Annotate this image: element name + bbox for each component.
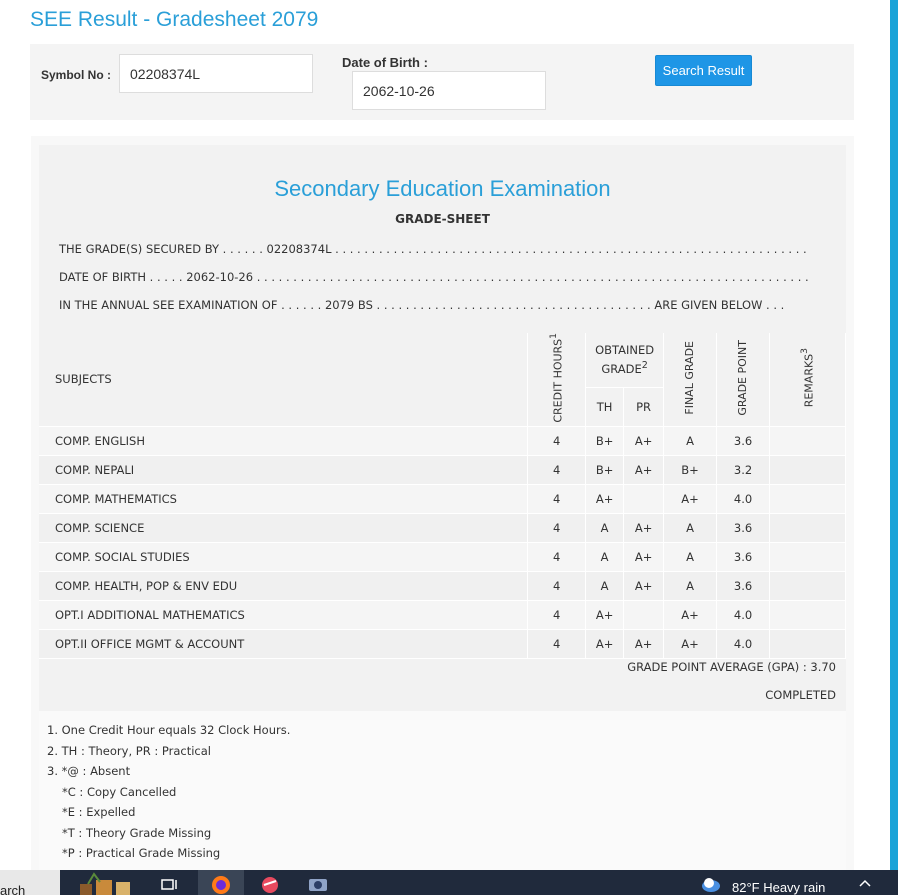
dob-line: DATE OF BIRTH . . . . . 2062-10-26 . . . . . . . . . . . . . . . . . . . . . . . . . . . . . . . . . . . . . . . . . . . . . . . . . . . . . . . . . . . . . . . . . . . . . . . . . . . . bbox=[59, 270, 809, 284]
final-grade-cell: A+ bbox=[664, 484, 717, 513]
taskbar bbox=[0, 870, 898, 895]
subject-cell: OPT.I ADDITIONAL MATHEMATICS bbox=[39, 600, 528, 629]
note-practical-missing: *P : Practical Grade Missing bbox=[62, 846, 221, 860]
table-row bbox=[39, 513, 846, 542]
camera-icon[interactable] bbox=[298, 870, 338, 895]
remarks-cell bbox=[770, 484, 846, 513]
pr-cell: A+ bbox=[624, 426, 664, 455]
grade-point-cell: 3.6 bbox=[717, 571, 770, 600]
exam-line: IN THE ANNUAL SEE EXAMINATION OF . . . . . . 2079 BS . . . . . . . . . . . . . . . . . . . . . . . . . . . . . . . . . . . . . . ARE GIVEN BELOW . . . bbox=[59, 298, 785, 312]
gradesheet-title: GRADE-SHEET bbox=[395, 212, 490, 226]
note-3: 3. *@ : Absent bbox=[47, 764, 131, 778]
pr-cell: A+ bbox=[624, 571, 664, 600]
search-panel bbox=[30, 44, 854, 120]
remarks-cell bbox=[770, 513, 846, 542]
table-row bbox=[39, 629, 846, 658]
note-1: 1. One Credit Hour equals 32 Clock Hours. bbox=[47, 723, 291, 737]
status-text: COMPLETED bbox=[765, 688, 836, 702]
col-obtained-grade: OBTAINED GRADE$^2$ bbox=[586, 333, 664, 387]
subject-cell: OPT.II OFFICE MGMT & ACCOUNT bbox=[39, 629, 528, 658]
remarks-cell bbox=[770, 571, 846, 600]
table-row bbox=[39, 426, 846, 455]
table-row bbox=[39, 600, 846, 629]
col-final-grade: FINAL GRADE bbox=[664, 333, 717, 426]
subject-cell: COMP. MATHEMATICS bbox=[39, 484, 528, 513]
remarks-cell bbox=[770, 426, 846, 455]
subject-cell: COMP. NEPALI bbox=[39, 455, 528, 484]
credit-cell: 4 bbox=[528, 513, 586, 542]
exam-title: Secondary Education Examination bbox=[274, 176, 611, 201]
final-grade-cell: A bbox=[664, 426, 717, 455]
th-cell: A+ bbox=[586, 600, 624, 629]
search-result-button[interactable]: Search Result bbox=[655, 55, 752, 86]
weather-text[interactable]: 82°F Heavy rain bbox=[732, 880, 826, 895]
col-remarks: REMARKS$^3$ bbox=[770, 333, 846, 426]
grade-point-cell: 3.6 bbox=[717, 542, 770, 571]
gradesheet bbox=[39, 145, 846, 875]
remarks-cell bbox=[770, 600, 846, 629]
credit-cell: 4 bbox=[528, 600, 586, 629]
col-th: TH bbox=[586, 387, 624, 426]
search-highlight-icon[interactable] bbox=[68, 870, 144, 895]
window-edge-strip bbox=[890, 0, 898, 870]
pr-cell: A+ bbox=[624, 542, 664, 571]
th-cell: A bbox=[586, 542, 624, 571]
table-row bbox=[39, 542, 846, 571]
credit-cell: 4 bbox=[528, 542, 586, 571]
subject-cell: COMP. ENGLISH bbox=[39, 426, 528, 455]
firefox-icon[interactable] bbox=[198, 870, 244, 895]
table-row bbox=[39, 571, 846, 600]
th-cell: A bbox=[586, 571, 624, 600]
grade-point-cell: 3.6 bbox=[717, 513, 770, 542]
th-cell: A+ bbox=[586, 484, 624, 513]
grade-point-cell: 4.0 bbox=[717, 629, 770, 658]
footnotes bbox=[47, 720, 290, 864]
th-cell: B+ bbox=[586, 426, 624, 455]
subject-cell: COMP. HEALTH, POP & ENV EDU bbox=[39, 571, 528, 600]
grade-point-cell: 4.0 bbox=[717, 484, 770, 513]
credit-cell: 4 bbox=[528, 571, 586, 600]
pr-cell: A+ bbox=[624, 513, 664, 542]
th-cell: A+ bbox=[586, 629, 624, 658]
grade-point-cell: 3.6 bbox=[717, 426, 770, 455]
credit-cell: 4 bbox=[528, 426, 586, 455]
final-grade-cell: A bbox=[664, 542, 717, 571]
pr-cell: A+ bbox=[624, 455, 664, 484]
taskbar-search[interactable] bbox=[0, 870, 60, 895]
symbol-input[interactable] bbox=[119, 54, 313, 93]
subject-cell: COMP. SCIENCE bbox=[39, 513, 528, 542]
snipping-tool-icon[interactable] bbox=[250, 870, 290, 895]
note-theory-missing: *T : Theory Grade Missing bbox=[62, 825, 212, 840]
note-expelled: *E : Expelled bbox=[62, 805, 136, 819]
pr-cell bbox=[624, 484, 664, 513]
cloud-rain-icon bbox=[696, 870, 726, 895]
secured-by-line: THE GRADE(S) SECURED BY . . . . . . 02208374L . . . . . . . . . . . . . . . . . . . . . . . . . . . . . . . . . . . . . . . . . . . . . . . . . . . . . . . . . . . . . . . . . bbox=[59, 242, 807, 256]
remarks-cell bbox=[770, 455, 846, 484]
chevron-up-icon[interactable] bbox=[850, 870, 880, 895]
final-grade-cell: A+ bbox=[664, 600, 717, 629]
pr-cell bbox=[624, 600, 664, 629]
col-pr: PR bbox=[624, 387, 664, 426]
note-copy-cancelled: *C : Copy Cancelled bbox=[62, 784, 177, 799]
dob-label: Date of Birth : bbox=[342, 55, 428, 70]
subject-cell: COMP. SOCIAL STUDIES bbox=[39, 542, 528, 571]
remarks-cell bbox=[770, 629, 846, 658]
taskbar-search-text: arch bbox=[0, 883, 26, 895]
th-cell: B+ bbox=[586, 455, 624, 484]
final-grade-cell: A bbox=[664, 571, 717, 600]
grade-point-cell: 3.2 bbox=[717, 455, 770, 484]
grade-point-cell: 4.0 bbox=[717, 600, 770, 629]
final-grade-cell: A+ bbox=[664, 629, 717, 658]
symbol-label: Symbol No : bbox=[41, 68, 112, 82]
credit-cell: 4 bbox=[528, 455, 586, 484]
credit-cell: 4 bbox=[528, 629, 586, 658]
credit-cell: 4 bbox=[528, 484, 586, 513]
col-credit-hours: CREDIT HOURS$^1$ bbox=[528, 333, 586, 426]
remarks-cell bbox=[770, 542, 846, 571]
grades-table bbox=[39, 333, 846, 659]
gpa-text: GRADE POINT AVERAGE (GPA) : 3.70 bbox=[627, 660, 836, 674]
task-view-icon[interactable] bbox=[150, 870, 190, 895]
final-grade-cell: A bbox=[664, 513, 717, 542]
pr-cell: A+ bbox=[624, 629, 664, 658]
col-grade-point: GRADE POINT bbox=[717, 333, 770, 426]
dob-input[interactable] bbox=[352, 71, 546, 110]
note-2: 2. TH : Theory, PR : Practical bbox=[47, 743, 211, 758]
final-grade-cell: B+ bbox=[664, 455, 717, 484]
table-row bbox=[39, 484, 846, 513]
th-cell: A bbox=[586, 513, 624, 542]
col-subjects: SUBJECTS bbox=[39, 333, 528, 426]
table-row bbox=[39, 455, 846, 484]
page-title: SEE Result - Gradesheet 2079 bbox=[30, 8, 319, 31]
